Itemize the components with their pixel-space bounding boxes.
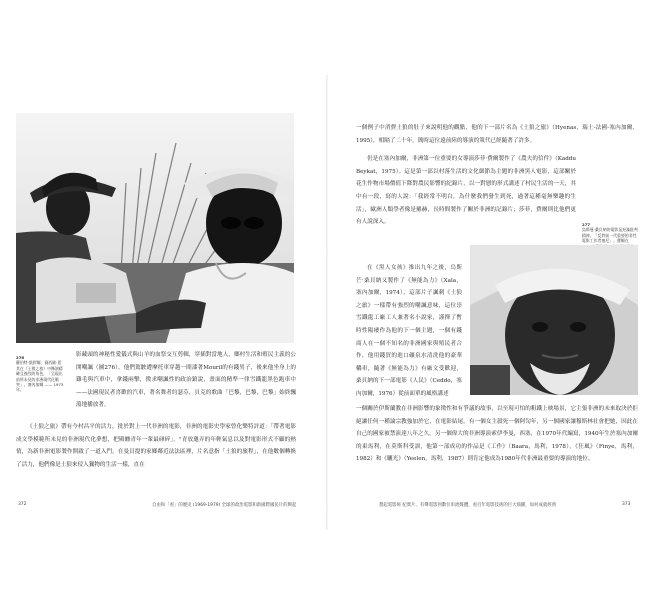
body-text-left-1 (76, 349, 296, 412)
running-head-left: 自由和「看」的歷史 (1969-1979) 全球的政治電影和新國際國民片的興起 (152, 503, 297, 508)
paragraph: 影藏頭的神秘性愛儀式與山羊的血祭交互剪輯，穿插對當地人，鄉村生活和殖民主義的公開嘲諷（圖276）。他們駕駛遭摩托車穿越一間漆著Mouril的有錢男子，後來他坐身上的雞毛與汽車中，拿錢兩擊，徵求嘲諷性的政治鎮說，畫面的精準一律雪鐵龍黑色跑車中——法國現民者喜歡的汽車，著名舞者約瑟芬，貝克的歌曲「巴黎，巴黎，巴黎」始終飄蕩地播放著。 (76, 352, 296, 409)
body-text-right-bottom (356, 403, 638, 466)
caption-number: 276 (16, 355, 25, 360)
page-number-right: 373 (622, 502, 631, 507)
paragraph: 一個例子中消費土狼的肚子來說明他的觀點，他的下一部片名為《土狼之旅》（Hyenas，瑞士-法國-塞內加爾，1995），相隔了二十年，簡時這位遠前陸的導演的策代已經隨著了許多。 (356, 125, 638, 144)
caption-number: 277 (582, 222, 591, 227)
body-text-right-middle (356, 262, 462, 401)
page-number-left: 372 (18, 502, 27, 507)
body-text-left-2 (16, 421, 296, 471)
paragraph: 《土狼之旅》帶有今村昌平的活力，批於對上一代非洲的電影，非洲的電影史學家曾化樂特評道：「帶著電影成文學模範所未見的非洲現代化夢想，把殿纏青年一輩最碰碎」。"青放邀弄的年輕氣息以及對電影形式不顧的熱情，為新非洲電影製作開啟了一道入門，在曼貝提的家鄉鄰近法法區裡，片名意指「土狼的旅程」，在他數個轉換了活力，他們像是土狼來侵入獵物的生活一樣，直在 (16, 424, 296, 468)
paragraph: 仍是在塞內加爾，非洲第一位重要的女導演莎菲·費爾製作了《農夫的信件》（Kaddu Beykat，1975）。這是第一部以村落生活的文化細節為主題的非洲黑人電影，這部關於花生作物市場價值下降對農民影響的紀錄片，以一對戀的形式講述了村民生活的一天，其中有一段，寫的人說：「我經常不明白，為什麼我們發生到死，過著這種毫無樂趣的生活」，歐洲人類學者像是羅赫，長時間製作了關於非洲的記錄片；莎菲，費爾則比他們更有人說深入。 (356, 156, 576, 226)
running-head-right: 想起電影經 紀實片，有聲電影到數位串流媒體，看百年電影技術的巨大飛躍，如何成就經典 (379, 503, 557, 508)
caption-text: 羅伯特·凱繆爾，賽西歐·恩其在《土狼之旅》中飾演精確且強烈的角色，「呈現出前所未見的非洲現代化衝突」。塞內加爾 —— 1973年。 (16, 360, 64, 393)
film-still-photo-left (16, 113, 294, 343)
page-gutter (326, 75, 328, 530)
body-text-right-top (356, 122, 638, 229)
paragraph: 在《黑人女孩》推出九年之後，烏斯芒·桑貝納又製作了《無能為力》（Xala，塞內加爾，1974），這部片子諷刺《土狼之旅》一樣帶有強烈的嘲諷意味，這位崇雪鐵龍工廠工人兼著名小說家，謹擇了暫時性陽痿作為他的下一個主題，一個有錢商人在一個不知名的非洲國家與殖民者合作，他用錢買的進口礦泉水清洗他的豪華轎車，隨著《無能為力》有廠文受歡迎，桑貝納的下一部電影《人民》（Ceddo，塞內加爾，1976）從前面單的風格講述 (356, 265, 462, 397)
film-still-photo-right (470, 245, 638, 395)
caption-text: 烏斯曼·桑貝納的電影是充滿批判精神，「反對前一代重要的非性電影工作者塞尼」。費爾在 (582, 227, 638, 244)
paragraph: 一個關於伊斯蘭教在非洲影響的象徵性和有爭議的故事，以至現可怕的粗鐵上映場景，它主張非洲的未來取決於拒絕讓任何一種論宗教強加於它，在電影結尾，有一個女主殺死一個阿訇年，另一個國家讓穆斯林社會把她，因此在自己的國家被禁演達八年之久。另一個偉大的非洲導演索伊李曼，西塞，在1970年代編寫，1940年生於塞內加爾的東馬利，在莫斯科受訓，他第一部成功的作品是《工作》（Baara，馬利，1978），《狂風》（Finye，馬利，1982）和《曬光》（Yeelen，馬利，1987）則肯定他成為1980年代非洲最重要的導演的地位。 (356, 406, 638, 463)
photo-caption-left (16, 355, 64, 393)
